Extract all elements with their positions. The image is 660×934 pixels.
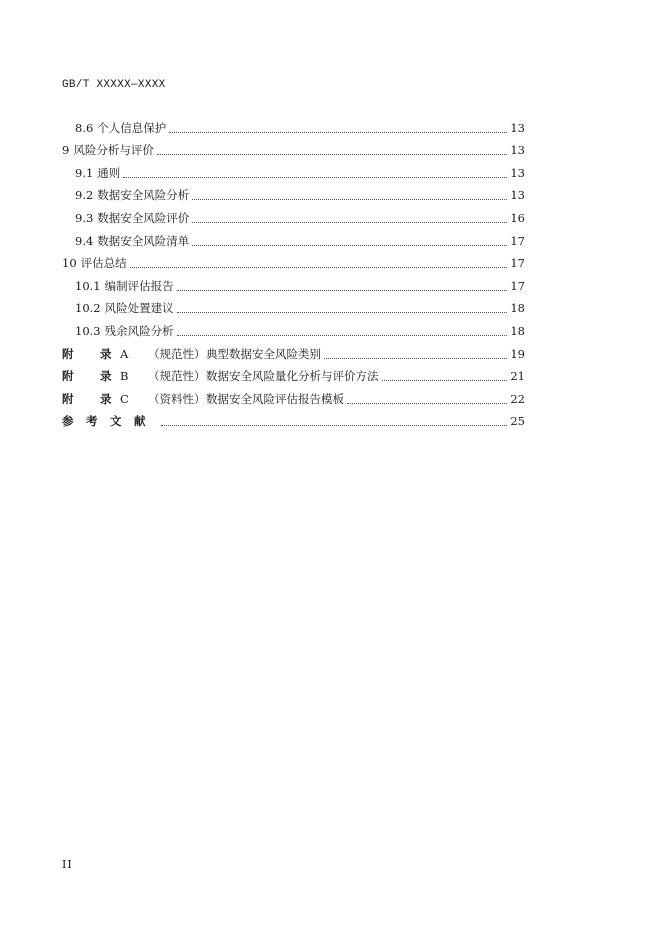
- toc-entry-number: 9: [62, 143, 70, 158]
- toc-dot-leader: [157, 154, 508, 155]
- toc-entry-page: 13: [510, 165, 525, 180]
- toc-entry-number: 8.6: [75, 120, 94, 135]
- toc-entry-page: 21: [510, 369, 525, 384]
- toc-entry-number: 10.1: [75, 278, 101, 293]
- toc-entry-9-1[interactable]: [62, 160, 525, 183]
- references-char: 考: [86, 414, 98, 429]
- toc-entry-number: 10.2: [75, 301, 101, 316]
- toc-entry-page: 19: [510, 346, 525, 361]
- toc-entry-title: 数据安全风险分析: [97, 188, 190, 203]
- annex-type: （资料性）: [148, 391, 206, 406]
- annex-title: 数据安全风险量化分析与评价方法: [206, 369, 379, 384]
- toc-entry-number: 10: [62, 256, 77, 271]
- toc-entry-number: 10.3: [75, 323, 101, 338]
- standard-id-header: GB/T XXXXX—XXXX: [62, 79, 166, 91]
- toc-entry-title: 数据安全风险评价: [97, 210, 190, 225]
- toc-entry-title: 编制评估报告: [104, 278, 174, 293]
- toc-annex-c[interactable]: [62, 386, 525, 409]
- toc-entry-9-4[interactable]: [62, 228, 525, 251]
- toc-entry-page: 13: [510, 120, 525, 135]
- toc-dot-leader: [192, 222, 507, 223]
- toc-dot-leader: [161, 425, 507, 426]
- toc-entry-page: 16: [510, 210, 525, 225]
- toc-entry-number: 9.1: [75, 165, 94, 180]
- toc-dot-leader: [177, 290, 508, 291]
- toc-entry-10[interactable]: [62, 251, 525, 274]
- toc-entry-title: 风险处置建议: [104, 301, 174, 316]
- annex-word-fu: 附: [62, 391, 74, 406]
- references-char: 文: [110, 414, 122, 429]
- annex-letter: B: [120, 369, 129, 384]
- toc-entry-page: 17: [510, 256, 525, 271]
- toc-entry-number: 9.2: [75, 188, 94, 203]
- toc-entry-title: 评估总结: [80, 256, 127, 271]
- annex-type: （规范性）: [148, 346, 206, 361]
- annex-title: 数据安全风险评估报告模板: [206, 391, 344, 406]
- toc-dot-leader: [177, 312, 508, 313]
- toc-entry-title: 通则: [97, 165, 121, 180]
- toc-dot-leader: [324, 358, 507, 359]
- toc-entry-page: 25: [510, 414, 525, 429]
- toc-entry-title: 个人信息保护: [97, 120, 167, 135]
- toc-entry-page: 17: [510, 233, 525, 248]
- toc-entry-page: 22: [510, 391, 525, 406]
- toc-dot-leader: [130, 267, 508, 268]
- references-char: 参: [62, 414, 74, 429]
- toc-annex-b[interactable]: [62, 364, 525, 387]
- toc-entry-page: 17: [510, 278, 525, 293]
- toc-entry-page: 18: [510, 301, 525, 316]
- annex-word-lu: 录: [100, 391, 112, 406]
- toc-dot-leader: [123, 177, 507, 178]
- toc-dot-leader: [192, 199, 507, 200]
- toc-entry-number: 9.4: [75, 233, 94, 248]
- annex-word-fu: 附: [62, 369, 74, 384]
- toc-dot-leader: [347, 403, 507, 404]
- references-char: 献: [134, 414, 146, 429]
- annex-letter: C: [120, 391, 129, 406]
- toc-entry-title: 风险分析与评价: [73, 143, 154, 158]
- toc-entry-9-3[interactable]: [62, 205, 525, 228]
- annex-letter: A: [120, 346, 129, 361]
- annex-title: 典型数据安全风险类别: [206, 346, 321, 361]
- annex-word-lu: 录: [100, 346, 112, 361]
- annex-word-fu: 附: [62, 346, 74, 361]
- toc-dot-leader: [177, 335, 508, 336]
- toc-entry-10-2[interactable]: [62, 296, 525, 319]
- annex-word-lu: 录: [100, 369, 112, 384]
- toc-annex-a[interactable]: [62, 341, 525, 364]
- toc-entry-title: 残余风险分析: [104, 323, 174, 338]
- annex-type: （规范性）: [148, 369, 206, 384]
- toc-dot-leader: [192, 245, 507, 246]
- toc-entry-page: 13: [510, 188, 525, 203]
- toc-entry-9-2[interactable]: [62, 183, 525, 206]
- toc-entry-8-6[interactable]: [62, 115, 525, 138]
- page-number: II: [62, 858, 73, 871]
- toc-entry-page: 13: [510, 143, 525, 158]
- toc-entry-10-1[interactable]: [62, 273, 525, 296]
- toc-entry-page: 18: [510, 323, 525, 338]
- toc-references[interactable]: [62, 409, 525, 432]
- toc-entry-10-3[interactable]: [62, 318, 525, 341]
- toc-entry-number: 9.3: [75, 210, 94, 225]
- toc-dot-leader: [382, 380, 508, 381]
- toc-entry-9[interactable]: [62, 138, 525, 161]
- toc-dot-leader: [169, 132, 507, 133]
- table-of-contents: [62, 115, 525, 431]
- toc-entry-title: 数据安全风险清单: [97, 233, 190, 248]
